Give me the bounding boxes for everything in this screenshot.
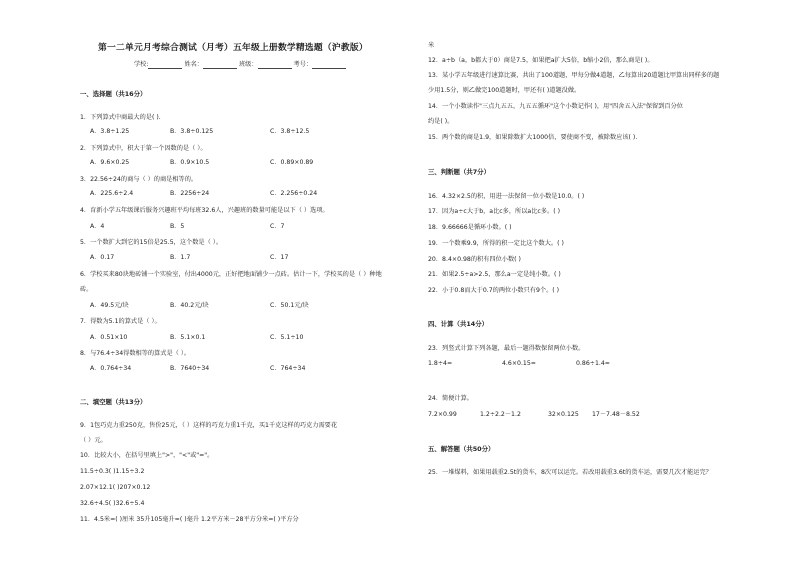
- q4-option-c[interactable]: C．7: [270, 223, 285, 230]
- school-label: 学校:: [134, 61, 149, 68]
- section-calc-heading: 四、计算（共14分）: [428, 320, 489, 328]
- q6-option-b[interactable]: B．40.2元/块: [170, 302, 209, 309]
- q24-item-1: 7.2×0.99: [428, 411, 457, 418]
- question-2: 2．下列算式中，积大于第一个因数的是（ ）。: [80, 145, 207, 152]
- q5-option-b[interactable]: B．1.7: [170, 254, 191, 261]
- q10-compare-2: 2.07×12.1( )207×0.12: [80, 484, 151, 491]
- question-19: 19．一个数乘9.9，所得的积一定比这个数大。( ): [428, 240, 564, 247]
- question-13-continued: 少用1.5分，则乙做完100道题时，甲还有( )道题没做。: [428, 87, 581, 94]
- q24-item-3: 32×0.125: [548, 411, 579, 418]
- question-4: 4．育新小学五年级课后服务兴趣班平均每班32.6人，兴趣班的数量可能是以下（ ）选项。: [80, 207, 329, 214]
- q10-compare-1: 11.5÷0.3( )1.15÷3.2: [80, 468, 145, 475]
- question-11-continued: 米: [428, 42, 435, 49]
- question-16: 16．4.32×2.5的积，用进一法保留一位小数是10.0。( ): [428, 193, 585, 200]
- question-9-continued: （ ）元。: [80, 437, 107, 444]
- q24-item-2: 1.2÷2.2－1.2: [480, 411, 521, 418]
- q23-item-3: 0.86÷1.4≈: [576, 360, 610, 367]
- question-1: 1．下列算式中商最大的是( ).: [80, 114, 161, 121]
- class-label: 班级：: [238, 61, 258, 68]
- question-10: 10．比较大小，在括号里填上">"、"<"或"="。: [80, 452, 214, 459]
- q2-option-c[interactable]: C．0.89×0.89: [270, 159, 314, 166]
- q4-option-a[interactable]: A．4: [90, 223, 105, 230]
- section-fill-heading: 二、填空题（共13分）: [80, 398, 147, 406]
- q2-option-b[interactable]: B．0.9×10.5: [170, 159, 210, 166]
- question-6-continued: 砖。: [80, 286, 93, 293]
- question-17: 17．因为a÷c大于b，a比c多，所以a比c多。( ): [428, 208, 560, 215]
- question-11: 11．4.5米=( )厘米 35升105毫升=( )毫升 1.2平方米－28平方分米=( )平方分: [80, 516, 299, 523]
- question-18: 18．9.66666是循环小数。( ): [428, 224, 512, 231]
- q10-compare-3: 32.6÷4.5( )32.6÷5.4: [80, 500, 145, 507]
- question-9: 9．1包巧克力重250克，售价25元，（ ）这样的巧克力重1千克，买1千克这样的巧克力需要花: [80, 422, 338, 429]
- right-column: [428, 0, 788, 562]
- number-label: 考号：: [293, 61, 313, 68]
- question-20: 20．8.4×0.98的积有四位小数( ): [428, 256, 521, 263]
- q5-option-a[interactable]: A．0.17: [90, 254, 115, 261]
- question-14: 14．一个小数读作"三点九五五，九五五循环"这个小数记作( )，用"四舍五入法"保留到百分位: [428, 103, 683, 110]
- question-15: 15．两个数的商是1.9，如果除数扩大1000倍，要使商不变，被除数应该( ).: [428, 134, 638, 141]
- question-5: 5．一个数扩大到它的15倍是25.5，这个数是（ ）。: [80, 239, 223, 246]
- name-label: 姓名：: [184, 61, 203, 68]
- q24-item-4: 17－7.48－8.52: [592, 411, 640, 418]
- question-21: 21．如果2.5÷a>2.5，那么a一定是纯小数。( ): [428, 271, 561, 278]
- question-6: 6．学校买来80块地砖铺一个实验室，付出4000元，正好把地面铺少一点砖。估计一下，学校买的是（ ）种地: [80, 271, 382, 278]
- question-14-continued: 约是( )。: [428, 118, 454, 125]
- question-3: 3．22.56÷24的商与（ ）的商是相等的。: [80, 176, 198, 183]
- q8-option-b[interactable]: B．7640÷34: [170, 365, 210, 372]
- q3-option-a[interactable]: A．225.6÷2.4: [90, 190, 134, 197]
- q5-option-c[interactable]: C．17: [270, 254, 289, 261]
- q7-option-a[interactable]: A．0.51×10: [90, 334, 128, 341]
- section-solve-heading: 五、解答题（共50分）: [428, 445, 495, 453]
- q3-option-c[interactable]: C．2.256÷0.24: [270, 190, 318, 197]
- q1-option-b[interactable]: B．3.8÷0.125: [170, 128, 214, 135]
- question-24: 24．简便计算。: [428, 395, 473, 402]
- section-choice-heading: 一、选择题（共16分）: [80, 90, 147, 98]
- q6-option-a[interactable]: A．49.5元/块: [90, 302, 129, 309]
- q3-option-b[interactable]: B．2256÷24: [170, 190, 210, 197]
- q1-option-c[interactable]: C．3.8÷12.5: [270, 128, 310, 135]
- q8-option-a[interactable]: A．0.764÷34: [90, 365, 132, 372]
- q7-option-b[interactable]: B．5.1×0.1: [170, 334, 206, 341]
- question-23: 23．列竖式计算下列各题，最后一题得数保留两位小数。: [428, 345, 585, 352]
- q23-item-2: 4.6×0.15=: [502, 360, 536, 367]
- q1-option-a[interactable]: A．3.8÷1.25: [90, 128, 130, 135]
- question-7: 7．得数为5.1的算式是（ ）。: [80, 318, 161, 325]
- q6-option-c[interactable]: C．50.1元/块: [270, 302, 309, 309]
- q7-option-c[interactable]: C．5.1÷10: [270, 334, 304, 341]
- left-column: [78, 0, 438, 562]
- q23-item-1: 1.8÷4=: [428, 360, 453, 367]
- q4-option-b[interactable]: B．5: [170, 223, 185, 230]
- q8-option-c[interactable]: C．764÷34: [270, 365, 306, 372]
- question-13: 13．某小学五年级进行速算比赛，共出了100道题，甲每分做4道题，乙每算出20道题比甲算出同样多的题: [428, 72, 720, 79]
- q2-option-a[interactable]: A．9.6×0.25: [90, 159, 130, 166]
- question-22: 22．小于0.8而大于0.7的两位小数只有9个。( ): [428, 287, 560, 294]
- question-25: 25．一堆煤料，如果用载重2.5t的货车，8次可以运完。若改用载重3.6t的货车运，需要几次才能运完？: [428, 469, 712, 476]
- question-8: 8．与76.4÷34得数相等的算式是（ ）。: [80, 350, 191, 357]
- page-title: 第一二单元月考综合测试（月考）五年级上册数学精选题（沪教版）: [98, 43, 368, 53]
- question-12: 12．a÷b（a，b都大于0）商是7.5，如果把a扩大5倍，b缩小2倍，那么商是( )。: [428, 57, 654, 64]
- section-judge-heading: 三、判断题（共7分）: [428, 168, 490, 176]
